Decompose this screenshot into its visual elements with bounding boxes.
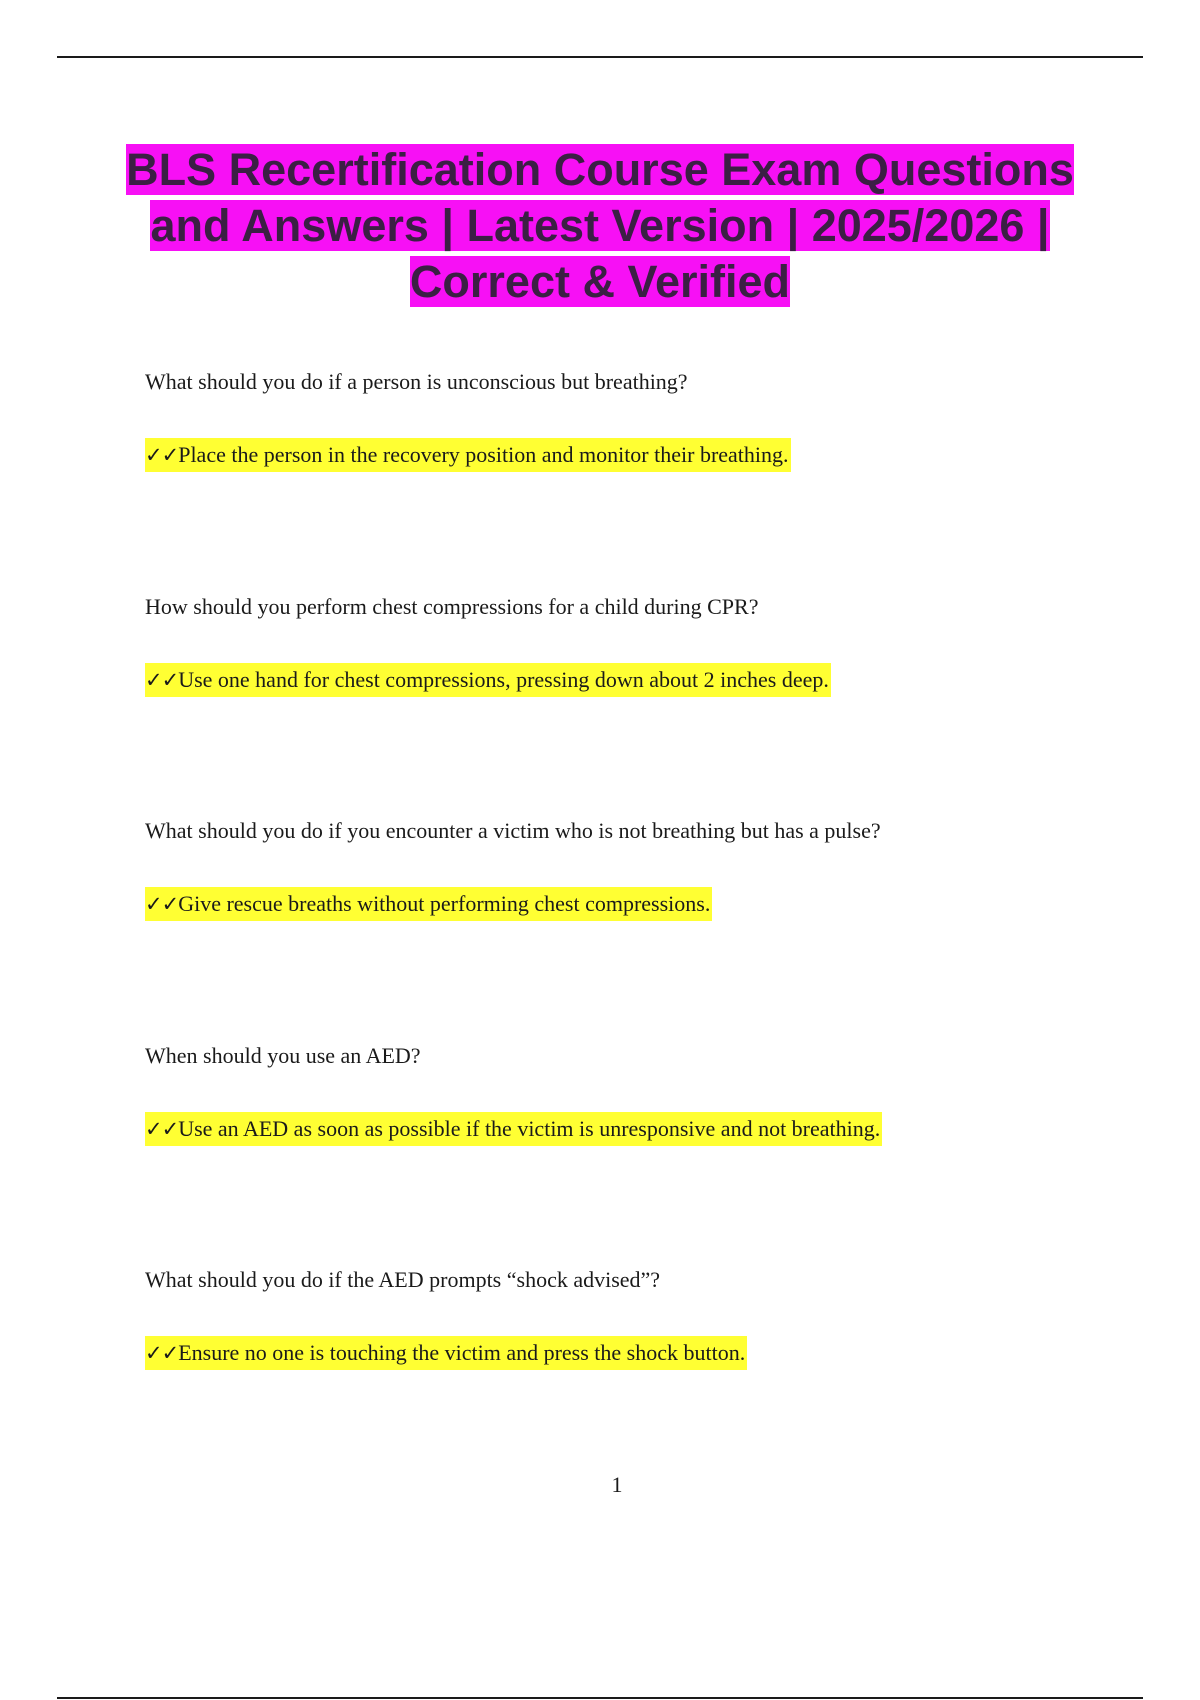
- double-check-icon: ✓✓: [145, 443, 179, 467]
- answer-label: Use an AED as soon as possible if the victim is unresponsive and not breathing.: [178, 1115, 881, 1141]
- page-number: 1: [611, 1472, 623, 1497]
- answer-label: Ensure no one is touching the victim and press the shock button.: [178, 1340, 746, 1365]
- answer-label: Give rescue breaths without performing chest compressions.: [178, 891, 711, 916]
- qa-item: [145, 364, 1105, 589]
- question-text: What should you do if a person is unconscious but breathing?: [145, 369, 688, 394]
- qa-item: [145, 1262, 1105, 1487]
- document-title: BLS Recertification Course Exam Questions and Answers | Latest Version | 2025/2026 | Correct & Verified: [126, 144, 1074, 307]
- qa-list: [145, 364, 1105, 1487]
- answer-text: [145, 1112, 882, 1146]
- question-text: How should you perform chest compressions for a child during CPR?: [145, 593, 759, 619]
- answer-label: Use one hand for chest compressions, pressing down about 2 inches deep.: [178, 666, 829, 692]
- answer-text: [145, 887, 712, 921]
- double-check-icon: ✓✓: [145, 1341, 179, 1365]
- answer-text: [145, 438, 791, 472]
- answer-text: [145, 1336, 747, 1370]
- answer-text: [145, 663, 831, 697]
- answer-label: Place the person in the recovery position and monitor their breathing.: [178, 442, 789, 467]
- qa-item: [145, 1038, 1105, 1263]
- double-check-icon: ✓✓: [145, 1116, 179, 1141]
- double-check-icon: ✓✓: [145, 892, 179, 916]
- question-text: When should you use an AED?: [145, 1042, 421, 1068]
- qa-item: [145, 813, 1105, 1038]
- double-check-icon: ✓✓: [145, 667, 179, 692]
- document-title-block: [100, 142, 1100, 310]
- footer-rule: [57, 1697, 1143, 1699]
- question-text: What should you do if you encounter a victim who is not breathing but has a pulse?: [145, 818, 881, 843]
- question-text: What should you do if the AED prompts “shock advised”?: [145, 1267, 661, 1292]
- header-rule: [57, 56, 1143, 58]
- qa-item: [145, 589, 1105, 814]
